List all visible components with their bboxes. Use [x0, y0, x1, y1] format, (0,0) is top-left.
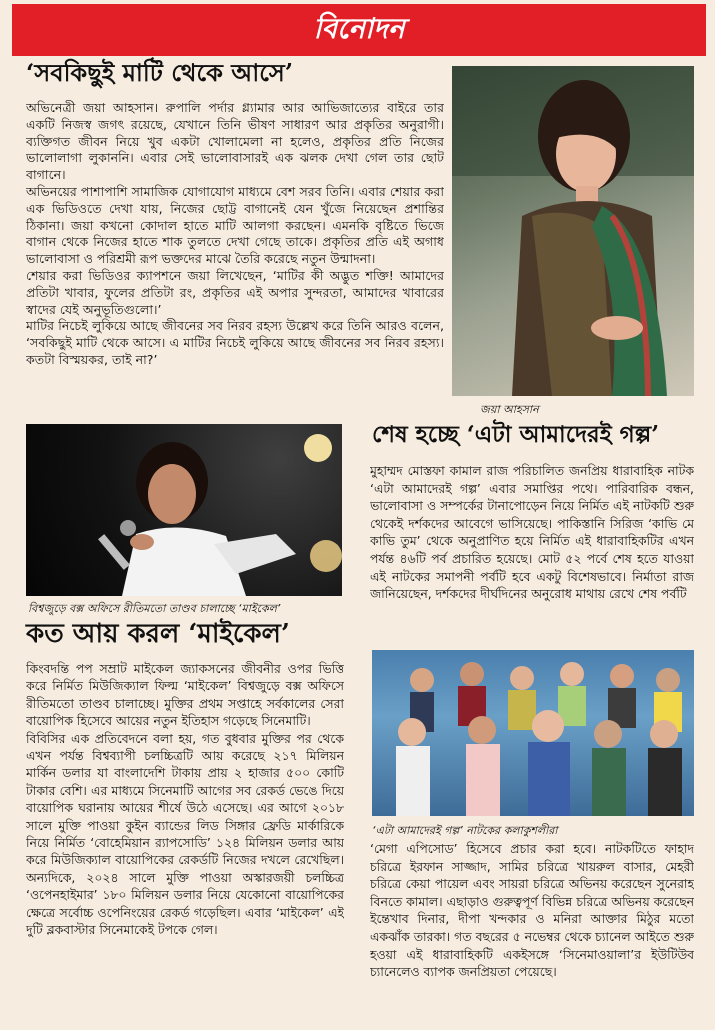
article3-headline: শেষ হচ্ছে ‘এটা আমাদেরই গল্প’	[372, 421, 660, 448]
article2-body	[26, 660, 344, 1012]
article2-headline: কত আয় করল ‘মাইকেল’	[26, 619, 290, 649]
article3-paragraph: ‘মেগা এপিসোড’ হিসেবে প্রচার করা হবে। নাটকটিতে ফাহাদ চরিত্রে ইরফান সাজ্জাদ, সামির চরিত্রে খায়রুল বাসার, মেহরী চরিত্রে কেয়া পায়েল এবং সায়রা চরিত্রে অভিনয় করেছেন সুনেরাহ বিনতে কামাল। এছাড়াও গুরুত্বপূর্ণ বিভিন্ন চরিত্রে অভিনয় করেছেন ইন্তেখাব দিনার, দীপা খন্দকার ও মনিরা আক্তার মিঠুর মতো একঝাঁক তারকা। গত বছরের ৫ নভেম্বর থেকে চ্যানেল আইতে শুরু হওয়া এই ধারাবাহিকটি একইসঙ্গে ‘সিনেমাওয়ালা’র ইউটিউব চ্যানেলেও ব্যাপক জনপ্রিয়তা পেয়েছে।	[370, 841, 694, 980]
article1-paragraph: অভিনেত্রী জয়া আহসান। রুপালি পর্দার গ্ল্যামার আর আভিজাত্যের বাইরে তার একটি নিজস্ব জগৎ রয়েছে, যেখানে তিনি ভীষণ সাধারণ আর প্রকৃতির অনুরাগী। ব্যক্তিগত জীবন নিয়ে খুব একটা খোলামেলা না হলেও, প্রকৃতির প্রতি নিজের ভালোলাগা লুকাননি। এবার সেই ভালোবাসারই এক ঝলক দেখা গেল তার ছোট বাগানে।	[26, 100, 444, 183]
article1-photo-caption: জয়া আহসান	[480, 403, 539, 416]
article1-headline: ‘সবকিছুই মাটি থেকে আসে’	[26, 58, 294, 87]
article3-body-top	[370, 462, 694, 640]
article2-photo-caption: বিশ্বজুড়ে বক্স অফিসে রীতিমতো তাণ্ডব চালাচ্ছে ‘মাইকেল’	[28, 602, 281, 615]
article1-paragraph: মাটির নিচেই লুকিয়ে আছে জীবনের সব নিরব রহস্য উল্লেখ করে তিনি আরও বলেন, ‘সবকিছুই মাটি থেকে আসে। এ মাটির নিচেই লুকিয়ে আছে জীবনের সব নিরব রহস্য। কতটা বিস্ময়কর, তাই না?’	[26, 318, 444, 367]
article3-paragraph: মুহাম্মদ মোস্তফা কামাল রাজ পরিচালিত জনপ্রিয় ধারাবাহিক নাটক ‘এটা আমাদেরই গল্প’ এবার সমাপ্তির পথে। পারিবারিক বন্ধন, ভালোবাসা ও সম্পর্কের টানাপোড়েন নিয়ে নির্মিত এই নাটকটি শুরু থেকেই দর্শকদের আবেগে ভাসিয়েছে। পাকিস্তানি সিরিজ ‘কাভি মে কাভি তুম’ থেকে অনুপ্রাণিত হয়ে নির্মিত এই ধারাবাহিকটির এখন পর্যন্ত ৪৬টি পর্ব প্রচারিত হয়েছে। মোট ৫২ পর্বে শেষ হতে যাওয়া এই নাটকের সমাপনী পর্বটি হবে একটু বিশেষভাবে। নির্মাতা রাজ জানিয়েছেন, দর্শকদের দীর্ঘদিনের অনুরোধ মাথায় রেখে শেষ পর্বটি	[370, 463, 694, 602]
michael-illustration	[26, 424, 342, 596]
article3-photo-caption: ‘এটা আমাদেরই গল্প’ নাটকের কলাকুশলীরা	[372, 824, 558, 837]
section-title: বিনোদন	[313, 11, 405, 45]
article1-paragraph: অভিনয়ের পাশাপাশি সামাজিক যোগাযোগ মাধ্যমে বেশ সরব তিনি। এবার শেয়ার করা এক ভিডিওতে দেখা যায়, নিজের ছোট্ট বাগানেই যেন খুঁজে নিয়েছেন প্রশান্তির ঠিকানা। জয়া কখনো কোদাল হাতে মাটি আলগা করছেন। এমনকি বৃষ্টিতে ভিজে বাগান থেকে নিজের হাতে শাক তুলতে দেখা গেছে তাকে। প্রকৃতির প্রতি এই অগাধ ভালোবাসা ও পরিশ্রমী রূপ ভক্তদের মাঝে তৈরি করেছে নতুন উন্মাদনা।	[26, 183, 444, 267]
section-header	[12, 4, 706, 56]
article3-body-bottom	[370, 840, 694, 1016]
cast-photo	[372, 650, 694, 816]
jaya-ahsan-illustration	[452, 66, 694, 396]
article2-paragraph: বিবিসির এক প্রতিবেদনে বলা হয়, গত বুধবার মুক্তির পর থেকে এখন পর্যন্ত বিশ্বব্যাপী চলচ্চিত্রটি আয় করেছে ২১৭ মিলিয়ন মার্কিন ডলার যা বাংলাদেশি টাকায় প্রায় ২ হাজার ৫০০ কোটি টাকার বেশি। এর মাধ্যমে সিনেমাটি আগের সব রেকর্ড ভেঙে দিয়ে বায়োপিক ঘরানায় আয়ের শীর্ষে উঠে এসেছে। এর আগে ২০১৮ সালে মুক্তি পাওয়া কুইন ব্যান্ডের লিড সিঙ্গার ফ্রেডি মার্কারিকে নিয়ে নির্মিত ‘বোহেমিয়ান র‍্যাপসোডি’ ১২৪ মিলিয়ন ডলার আয় করে মিউজিক্যাল বায়োপিকের রেকর্ডটি নিজের দখলে রেখেছিল। অন্যদিকে, ২০২৪ সালে মুক্তি পাওয়া অস্কারজয়ী চলচ্চিত্র ‘ওপেনহাইমার’ ১৮০ মিলিয়ন ডলার নিয়ে যেকোনো বায়োপিকের ক্ষেত্রে সর্বোচ্চ ওপেনিংয়ের রেকর্ড গড়েছিল। এবার ‘মাইকেল’ এই দুটি ব্লকবাস্টার সিনেমাকেই টপকে গেল।	[26, 730, 344, 938]
article2-paragraph: কিংবদন্তি পপ সম্রাট মাইকেল জ্যাকসনের জীবনীর ওপর ভিত্তি করে নির্মিত মিউজিক্যাল ফিল্ম ‘মাইকেল’ বিশ্বজুড়ে বক্স অফিসে রীতিমতো তাণ্ডব চালাচ্ছে। মুক্তির প্রথম সপ্তাহে সর্বকালের সেরা বায়োপিক হিসেবে আয়ের নতুন ইতিহাস গড়েছে সিনেমাটি।	[26, 661, 344, 729]
cast-illustration	[372, 650, 694, 816]
michael-photo	[26, 424, 342, 596]
jaya-ahsan-photo	[452, 66, 694, 396]
article1-body	[26, 100, 444, 400]
article1-paragraph: শেয়ার করা ভিডিওর ক্যাপশনে জয়া লিখেছেন, ‘মাটির কী অদ্ভুত শক্তি! আমাদের প্রতিটা খাবার, ফুলের প্রতিটা রং, প্রকৃতির এই অপার সুন্দরতা, আমাদের খাবারের স্বাদের যেই অনুভূতিগুলো।’	[26, 267, 444, 317]
